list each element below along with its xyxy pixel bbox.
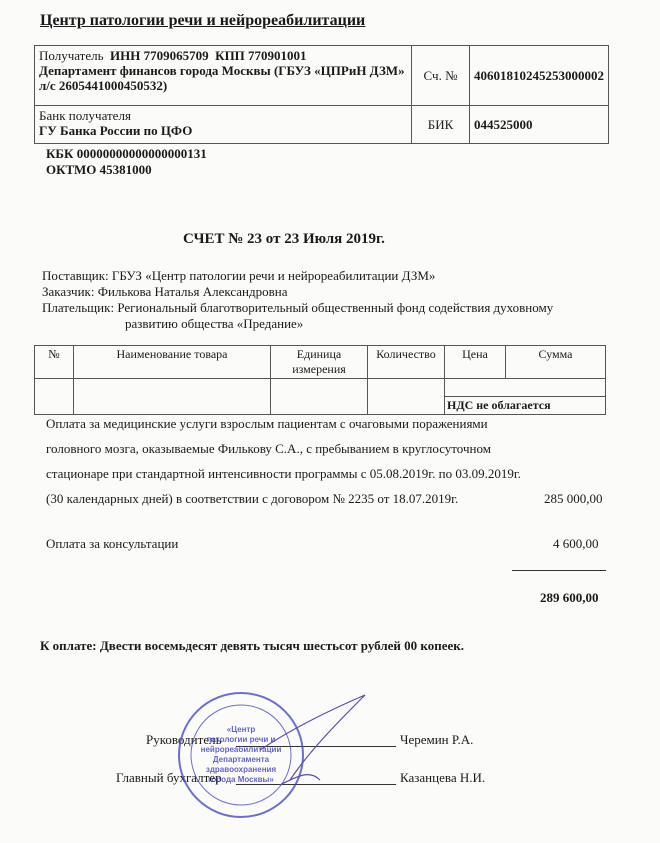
body-line2: головного мозга, оказываемые Филькову С.А., с пребыванием в круглосуточном xyxy=(46,441,491,456)
svg-text:«Центр: «Центр xyxy=(226,725,256,734)
signature-scribble xyxy=(250,690,380,800)
body-line1: Оплата за медицинские услуги взрослым пациентам с очаговыми поражениями xyxy=(46,416,488,431)
col-unit: Единица измерения xyxy=(271,346,368,379)
amount-consult: 4 600,00 xyxy=(553,536,599,551)
total-amount: 289 600,00 xyxy=(540,590,599,605)
svg-text:города Москвы»: города Москвы» xyxy=(208,775,274,784)
account-number: 40601810245253000002 xyxy=(470,46,609,106)
supplier: Поставщик: ГБУЗ «Центр патологии речи и нейрореабилитации ДЗМ» xyxy=(42,268,436,283)
payer-line1: Плательщик: Региональный благотворительный общественный фонд содействия духовному xyxy=(42,300,554,315)
body-line4: (30 календарных дней) в соответствии с договором № 2235 от 18.07.2019г. xyxy=(46,491,459,506)
body-line3: стационаре при стандартной интенсивности программы с 05.08.2019г. по 03.09.2019г. xyxy=(46,466,521,481)
svg-text:нейрореабилитации: нейрореабилитации xyxy=(200,745,282,754)
svg-text:здравоохранения: здравоохранения xyxy=(205,765,277,774)
account-label: Сч. № xyxy=(412,46,470,106)
to-pay: К оплате: Двести восемьдесят девять тысяч шестьсот рублей 00 копеек. xyxy=(40,638,464,653)
consult-label: Оплата за консультации xyxy=(46,536,179,551)
kbk: КБК 00000000000000000131 xyxy=(46,146,207,161)
col-qty: Количество xyxy=(368,346,445,379)
col-number: № xyxy=(35,346,74,379)
director-name: Черемин Р.А. xyxy=(400,732,474,747)
customer: Заказчик: Филькова Наталья Александровна xyxy=(42,284,288,299)
director-label: Руководитель xyxy=(146,732,222,747)
kpp: КПП 770901001 xyxy=(215,48,307,63)
vat-note: НДС не облагается xyxy=(445,397,606,415)
accountant-label: Главный бухгалтер xyxy=(116,770,222,785)
bank-name: ГУ Банка России по ЦФО xyxy=(39,123,193,138)
sum-divider xyxy=(512,570,606,571)
org-name: Центр патологии речи и нейрореабилитации xyxy=(40,12,366,29)
col-price: Цена xyxy=(445,346,506,379)
accountant-name: Казанцева Н.И. xyxy=(400,770,486,785)
oktmo: ОКТМО 45381000 xyxy=(46,162,152,177)
amount-services: 285 000,00 xyxy=(544,491,603,506)
svg-text:Департамента: Департамента xyxy=(212,755,270,764)
recipient-name: Департамент финансов города Москвы (ГБУЗ «ЦПРиН ДЗМ» л/с 2605441000450532) xyxy=(39,63,405,93)
bik-label: БИК xyxy=(412,106,470,144)
bik: 044525000 xyxy=(470,106,609,144)
bank-details-table xyxy=(34,45,609,144)
col-name: Наименование товара xyxy=(74,346,271,379)
bank-label: Банк получателя xyxy=(39,108,131,123)
inn: ИНН 7709065709 xyxy=(110,48,209,63)
payer-line2: развитию общества «Предание» xyxy=(125,316,304,331)
items-table xyxy=(34,345,606,415)
svg-text:патологии речи и: патологии речи и xyxy=(206,735,276,744)
invoice-title: СЧЕТ № 23 от 23 Июля 2019г. xyxy=(183,231,385,247)
recipient-label: Получатель xyxy=(39,48,104,63)
col-sum: Сумма xyxy=(506,346,606,379)
